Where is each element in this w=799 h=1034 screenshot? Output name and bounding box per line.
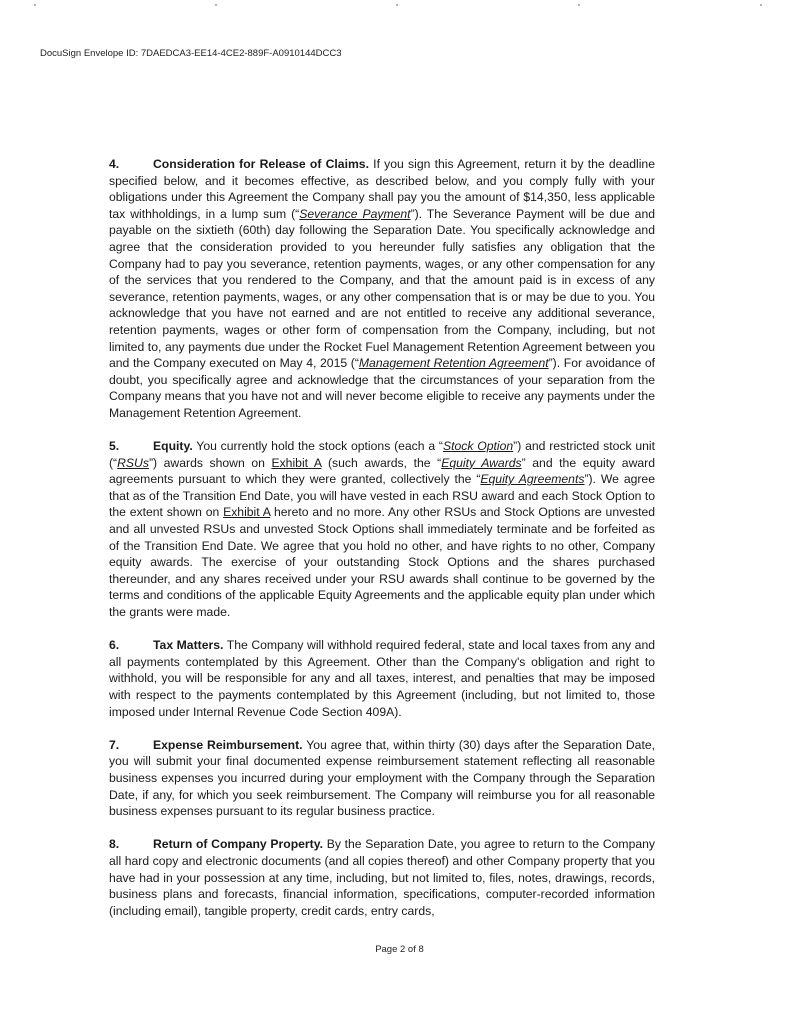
section-heading: Expense Reimbursement.: [153, 737, 303, 752]
section-8: [109, 836, 655, 919]
defined-term: Stock Option: [442, 439, 514, 454]
section-text: The Company will withhold required federal, state and local taxes from any and all payments contemplated by this Agreement. Other than the Company's obligation and right to withhold, you will be responsible for any and all taxes, interest, and penalties that may be imposed with respect to the payments contemplated by this Agreement (including, but not limited to, those imposed under Internal Revenue Code Section 409A).: [109, 638, 656, 719]
section-heading: Equity.: [153, 439, 193, 454]
scan-speck: [34, 4, 36, 6]
section-text: hereto and no more. Any other RSUs and Stock Options are unvested and all unvested RSUs and unvested Stock Options shall immediately terminate and be forfeited as of the Transition End Date. We agree that you hold no other, and have rights to no other, Company equity awards. The exercise of your outstanding Stock Options and the shares purchased thereunder, and any shares received under your RSU awards shall continue to be governed by the terms and conditions of the applicable Equity Agreements and the applicable equity plan under which the grants were made.: [109, 505, 656, 620]
section-heading: Return of Company Property.: [153, 837, 323, 852]
section-text: By the Separation Date, you agree to return to the Company all hard copy and electronic documents (and all copies thereof) and other Company property that you have had in your possession at any time, including, but not limited to, files, notes, drawings, records, business plans and forecasts, financial information, specifications, computer-recorded information (including email), tangible property, credit cards, entry cards,: [109, 837, 655, 918]
section-text: ”). We agree that as of the Transition End Date, you will have vested in each RSU award and each Stock Option to the extent shown on: [109, 472, 655, 520]
section-5: [109, 438, 655, 621]
section-heading: Tax Matters.: [153, 638, 224, 653]
page-number: Page 2 of 8: [375, 944, 424, 955]
section-text: ”). The Severance Payment will be due and payable on the sixtieth (60th) day following the Separation Date. You specifically acknowledge and agree that the consideration provided to you hereunder fully satisfies any obligation that the Company had to pay you severance, retention payments, wages, or any other compensation for any of the services that you rendered to the Company, and that the amount paid is in excess of any severance, retention payments, wages, or any other compensation that is or may be due to you. You acknowledge that you have not earned and are not entitled to receive any additional severance, retention payments, wages or other form of compensation from the Company, including, but not limited to, any payments due under the Rocket Fuel Management Retention Agreement between you and the Company executed on May 4, 2015 (“: [109, 206, 656, 371]
section-text: If you sign this Agreement, return it by the deadline specified below, and it becomes effective, as described below, and you comply fully with your obligations under this Agreement the Company shall pay you the amount of $14,350, less applicable tax withholdings, in a lump sum (“: [109, 157, 655, 221]
exhibit-reference: Exhibit A: [223, 505, 271, 520]
defined-term: RSUs: [117, 455, 149, 470]
section-7: [109, 737, 655, 820]
section-text: You currently hold the stock options (each a “: [192, 439, 443, 454]
section-text: ” and the equity award agreements pursuant to which they were granted, collectively the “: [109, 455, 655, 487]
scan-speck: [760, 4, 762, 6]
docusign-envelope-id: DocuSign Envelope ID: 7DAEDCA3-EE14-4CE2-889F-A0910144DCC3: [40, 48, 342, 59]
scan-speck: [578, 4, 580, 6]
scan-speck: [396, 4, 398, 6]
scan-speck: [215, 4, 217, 6]
section-text: ”). For avoidance of doubt, you specifically agree and acknowledge that the circumstances of your separation from the Company means that you have not and will never become eligible to receive any payments under the Management Retention Agreement.: [109, 356, 656, 420]
section-text: You agree that, within thirty (30) days after the Separation Date, you will submit your final documented expense reimbursement statement reflecting all reasonable business expenses you incurred during your employment with the Company through the Separation Date, if any, for which you seek reimbursement. The Company will reimburse you for all reasonable business expenses pursuant to its regular business practice.: [109, 737, 656, 819]
defined-term: Equity Agreements: [480, 472, 585, 487]
section-number: 6.: [109, 638, 120, 653]
defined-term: Management Retention Agreement: [358, 356, 549, 371]
section-text: ”) and restricted stock unit (“: [109, 439, 655, 470]
section-6: [109, 637, 655, 720]
exhibit-reference: Exhibit A: [271, 455, 322, 470]
document-body: [109, 156, 655, 936]
defined-term: Equity Awards: [441, 455, 522, 470]
section-text: (such awards, the “: [321, 455, 442, 470]
section-4: [109, 156, 655, 422]
section-heading: Consideration for Release of Claims.: [153, 157, 369, 171]
section-text: ”) awards shown on: [148, 455, 272, 470]
section-number: 7.: [109, 737, 120, 752]
section-number: 8.: [109, 837, 120, 852]
defined-term: Severance Payment: [299, 206, 411, 221]
section-number: 5.: [109, 439, 120, 454]
section-number: 4.: [109, 157, 120, 171]
